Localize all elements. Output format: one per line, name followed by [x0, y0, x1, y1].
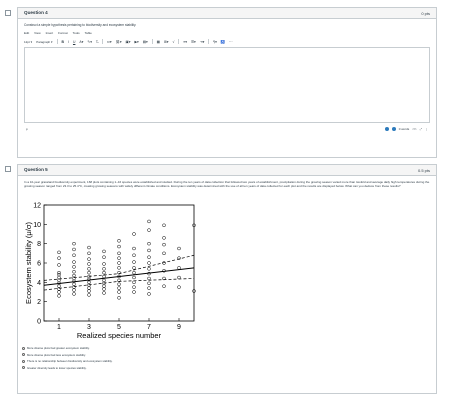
data-point	[118, 283, 121, 286]
table-icon[interactable]: ⊞▾	[163, 39, 169, 44]
menu-view[interactable]: View	[34, 31, 41, 35]
font-size-value: 12pt	[24, 39, 30, 44]
editor-menubar	[24, 31, 92, 35]
data-point	[118, 245, 121, 248]
question-5-title: Question 5	[24, 167, 48, 172]
data-point	[103, 279, 106, 282]
data-point	[148, 242, 151, 245]
highlight-icon[interactable]: ✎▾	[87, 39, 92, 44]
y-tick-label: 2	[37, 299, 41, 307]
bold-button[interactable]: B	[61, 39, 64, 44]
data-point	[133, 276, 136, 279]
data-point	[88, 252, 91, 255]
data-point	[73, 254, 76, 257]
element-path: p	[26, 127, 28, 131]
accessibility-icon[interactable]: ♿	[220, 39, 226, 44]
question-5-prompt: In a 10-year grassland biodiversity experiment, 168 plots containing 1–16 species were established and studied. During the ten years of data collection that followed two years of establishment, precipitation during the growing season varied more than twofold and average daily high temperatures during the growing season ranged from 23.3 to 25.4°C, creating growing seasons with widely different climate conditions. Ecosystem stability was determined with the use of all ten years of data collected for each plot and the results are displayed below. What can you deduce from these results?	[24, 180, 430, 188]
data-point	[178, 266, 181, 269]
y-tick-label: 0	[37, 318, 41, 326]
data-point	[118, 257, 121, 260]
italic-button[interactable]: I	[68, 39, 69, 44]
data-point	[148, 229, 151, 232]
drag-handle-icon[interactable]: ⋮	[425, 126, 428, 131]
y-axis-label: Ecosystem stability (μ/σ)	[24, 222, 33, 304]
question-5-points: 0.5 pts	[417, 167, 430, 173]
data-point	[118, 266, 121, 269]
data-point	[58, 273, 61, 276]
data-point	[58, 263, 61, 266]
block-format-select[interactable]: Paragraph ▾	[36, 39, 53, 44]
toolbar-divider	[102, 39, 103, 44]
link-icon[interactable]: ⛓▾	[115, 39, 122, 44]
list-icon[interactable]: ☰▾	[191, 39, 196, 44]
superscript-icon[interactable]: x²▾	[107, 39, 112, 44]
data-point	[73, 289, 76, 292]
data-point	[58, 251, 61, 254]
data-point	[88, 287, 91, 290]
answer-editor[interactable]	[24, 47, 430, 123]
x-tick-label: 1	[57, 324, 61, 331]
data-point	[58, 257, 61, 260]
editor-toolbar	[24, 38, 314, 45]
data-point	[103, 288, 106, 291]
question-4-points: 0 pts	[421, 10, 430, 16]
y-tick-label: 8	[37, 241, 41, 249]
option-label: Greater diversity leads to lower species stability.	[27, 365, 87, 370]
toolbar-divider	[208, 39, 209, 44]
data-point	[88, 290, 91, 293]
x-tick-label: 9	[177, 324, 181, 331]
menu-tools[interactable]: Tools	[72, 31, 80, 35]
data-point	[133, 247, 136, 250]
question-4-header	[18, 8, 436, 19]
toolbar-divider	[152, 39, 153, 44]
word-count: 0 words	[398, 126, 410, 131]
data-point	[73, 261, 76, 264]
data-point	[178, 247, 181, 250]
toolbar-divider	[57, 39, 58, 44]
data-point	[73, 292, 76, 295]
data-point	[133, 233, 136, 236]
data-point	[73, 265, 76, 268]
answer-options	[22, 345, 112, 371]
radio-button[interactable]	[22, 366, 25, 369]
data-point	[133, 291, 136, 294]
more-icon[interactable]: ⋯	[229, 39, 233, 44]
data-point	[148, 292, 151, 295]
menu-insert[interactable]: Insert	[45, 31, 54, 35]
data-point	[103, 285, 106, 288]
menu-edit[interactable]: Edit	[24, 31, 30, 35]
y-tick-label: 6	[37, 260, 41, 268]
data-point	[103, 275, 106, 278]
data-point	[163, 252, 166, 255]
data-point	[88, 258, 91, 261]
data-point	[103, 250, 106, 253]
option-label: More diverse plots had greater ecosystem stability.	[27, 346, 90, 351]
editor-statusbar	[24, 125, 430, 133]
data-point	[163, 243, 166, 246]
x-tick-label: 3	[87, 324, 91, 331]
data-point	[148, 249, 151, 252]
data-point	[148, 256, 151, 259]
data-point	[73, 242, 76, 245]
data-point	[133, 281, 136, 284]
data-point	[133, 261, 136, 264]
statusbar-right	[385, 127, 428, 131]
data-point	[58, 291, 61, 294]
data-point	[73, 248, 76, 251]
align-icon[interactable]: ≡▾	[183, 39, 187, 44]
y-tick-label: 4	[37, 279, 41, 287]
indent-icon[interactable]: ⇥▾	[199, 39, 205, 44]
fullscreen-icon[interactable]: ⤢	[419, 126, 422, 131]
data-point	[133, 254, 136, 257]
apps-icon[interactable]: ▦	[156, 39, 160, 44]
ltr-icon[interactable]: ¶▾	[213, 39, 217, 44]
question-5-header	[18, 165, 436, 176]
html-editor-icon[interactable]: </>	[412, 126, 417, 131]
data-point	[163, 236, 166, 239]
data-point	[88, 271, 91, 274]
data-point	[58, 294, 61, 297]
data-point	[133, 266, 136, 269]
y-tick-label: 12	[33, 202, 41, 210]
text-color-icon[interactable]: A▾	[79, 39, 84, 44]
data-point	[148, 262, 151, 265]
data-point	[103, 267, 106, 270]
answer-option[interactable]	[22, 365, 112, 372]
clear-format-icon[interactable]: T̶	[95, 39, 98, 44]
radio-button[interactable]	[22, 347, 25, 350]
flag-question-4[interactable]	[5, 10, 11, 16]
question-4-title: Question 4	[24, 10, 48, 15]
data-point	[133, 286, 136, 289]
data-point	[148, 277, 151, 280]
data-point	[88, 293, 91, 296]
x-axis-label: Realized species number	[76, 331, 162, 340]
data-point	[88, 267, 91, 270]
data-point	[73, 283, 76, 286]
y-tick-label: 10	[33, 221, 41, 229]
media-icon[interactable]: ▶▾	[134, 39, 139, 44]
data-point	[163, 285, 166, 288]
question-4	[17, 7, 437, 158]
radio-button[interactable]	[22, 353, 25, 356]
equation-icon[interactable]: √	[172, 39, 175, 44]
plot-frame	[44, 205, 194, 321]
data-point	[118, 252, 121, 255]
image-icon[interactable]: ▣▾	[125, 39, 131, 44]
keyboard-icon[interactable]	[385, 127, 389, 131]
data-point	[88, 281, 91, 284]
block-format-value: Paragraph	[36, 39, 51, 44]
data-point	[118, 291, 121, 294]
toolbar-divider	[178, 39, 179, 44]
confidence-band-lower	[44, 278, 194, 290]
data-point	[133, 271, 136, 274]
option-label: There is no relationship between biodiversity and ecosystem stability.	[27, 359, 113, 364]
data-point	[178, 276, 181, 279]
data-point	[118, 296, 121, 299]
data-point	[103, 256, 106, 259]
data-point	[148, 282, 151, 285]
data-point	[148, 267, 151, 270]
data-point	[118, 262, 121, 265]
data-point	[88, 284, 91, 287]
radio-button[interactable]	[22, 360, 25, 363]
data-point	[178, 286, 181, 289]
data-point	[58, 285, 61, 288]
data-point	[73, 270, 76, 273]
question-5	[17, 164, 437, 394]
data-point	[73, 274, 76, 277]
data-point	[148, 220, 151, 223]
document-icon[interactable]: ▤▾	[142, 39, 148, 44]
stability-chart	[22, 199, 202, 344]
data-point	[148, 287, 151, 290]
accessibility-checker-icon[interactable]	[392, 127, 396, 131]
data-point	[103, 262, 106, 265]
data-point	[58, 276, 61, 279]
data-point	[118, 239, 121, 242]
data-point	[163, 224, 166, 227]
flag-question-5[interactable]	[5, 166, 11, 172]
menu-table[interactable]: Table	[84, 31, 92, 35]
data-point	[88, 262, 91, 265]
x-tick-label: 7	[147, 324, 151, 331]
x-tick-label: 5	[117, 324, 121, 331]
data-point	[88, 246, 91, 249]
data-point	[118, 287, 121, 290]
data-point	[103, 271, 106, 274]
underline-button[interactable]: U	[72, 39, 76, 44]
menu-format[interactable]: Format	[58, 31, 68, 35]
question-4-prompt: Construct a simple hypothesis pertaining to biodiversity and ecosystem stability.	[24, 23, 137, 27]
data-point	[103, 291, 106, 294]
option-label: More diverse plots had less ecosystem stability.	[27, 352, 86, 357]
font-size-select[interactable]: 12pt ▾	[24, 39, 33, 44]
